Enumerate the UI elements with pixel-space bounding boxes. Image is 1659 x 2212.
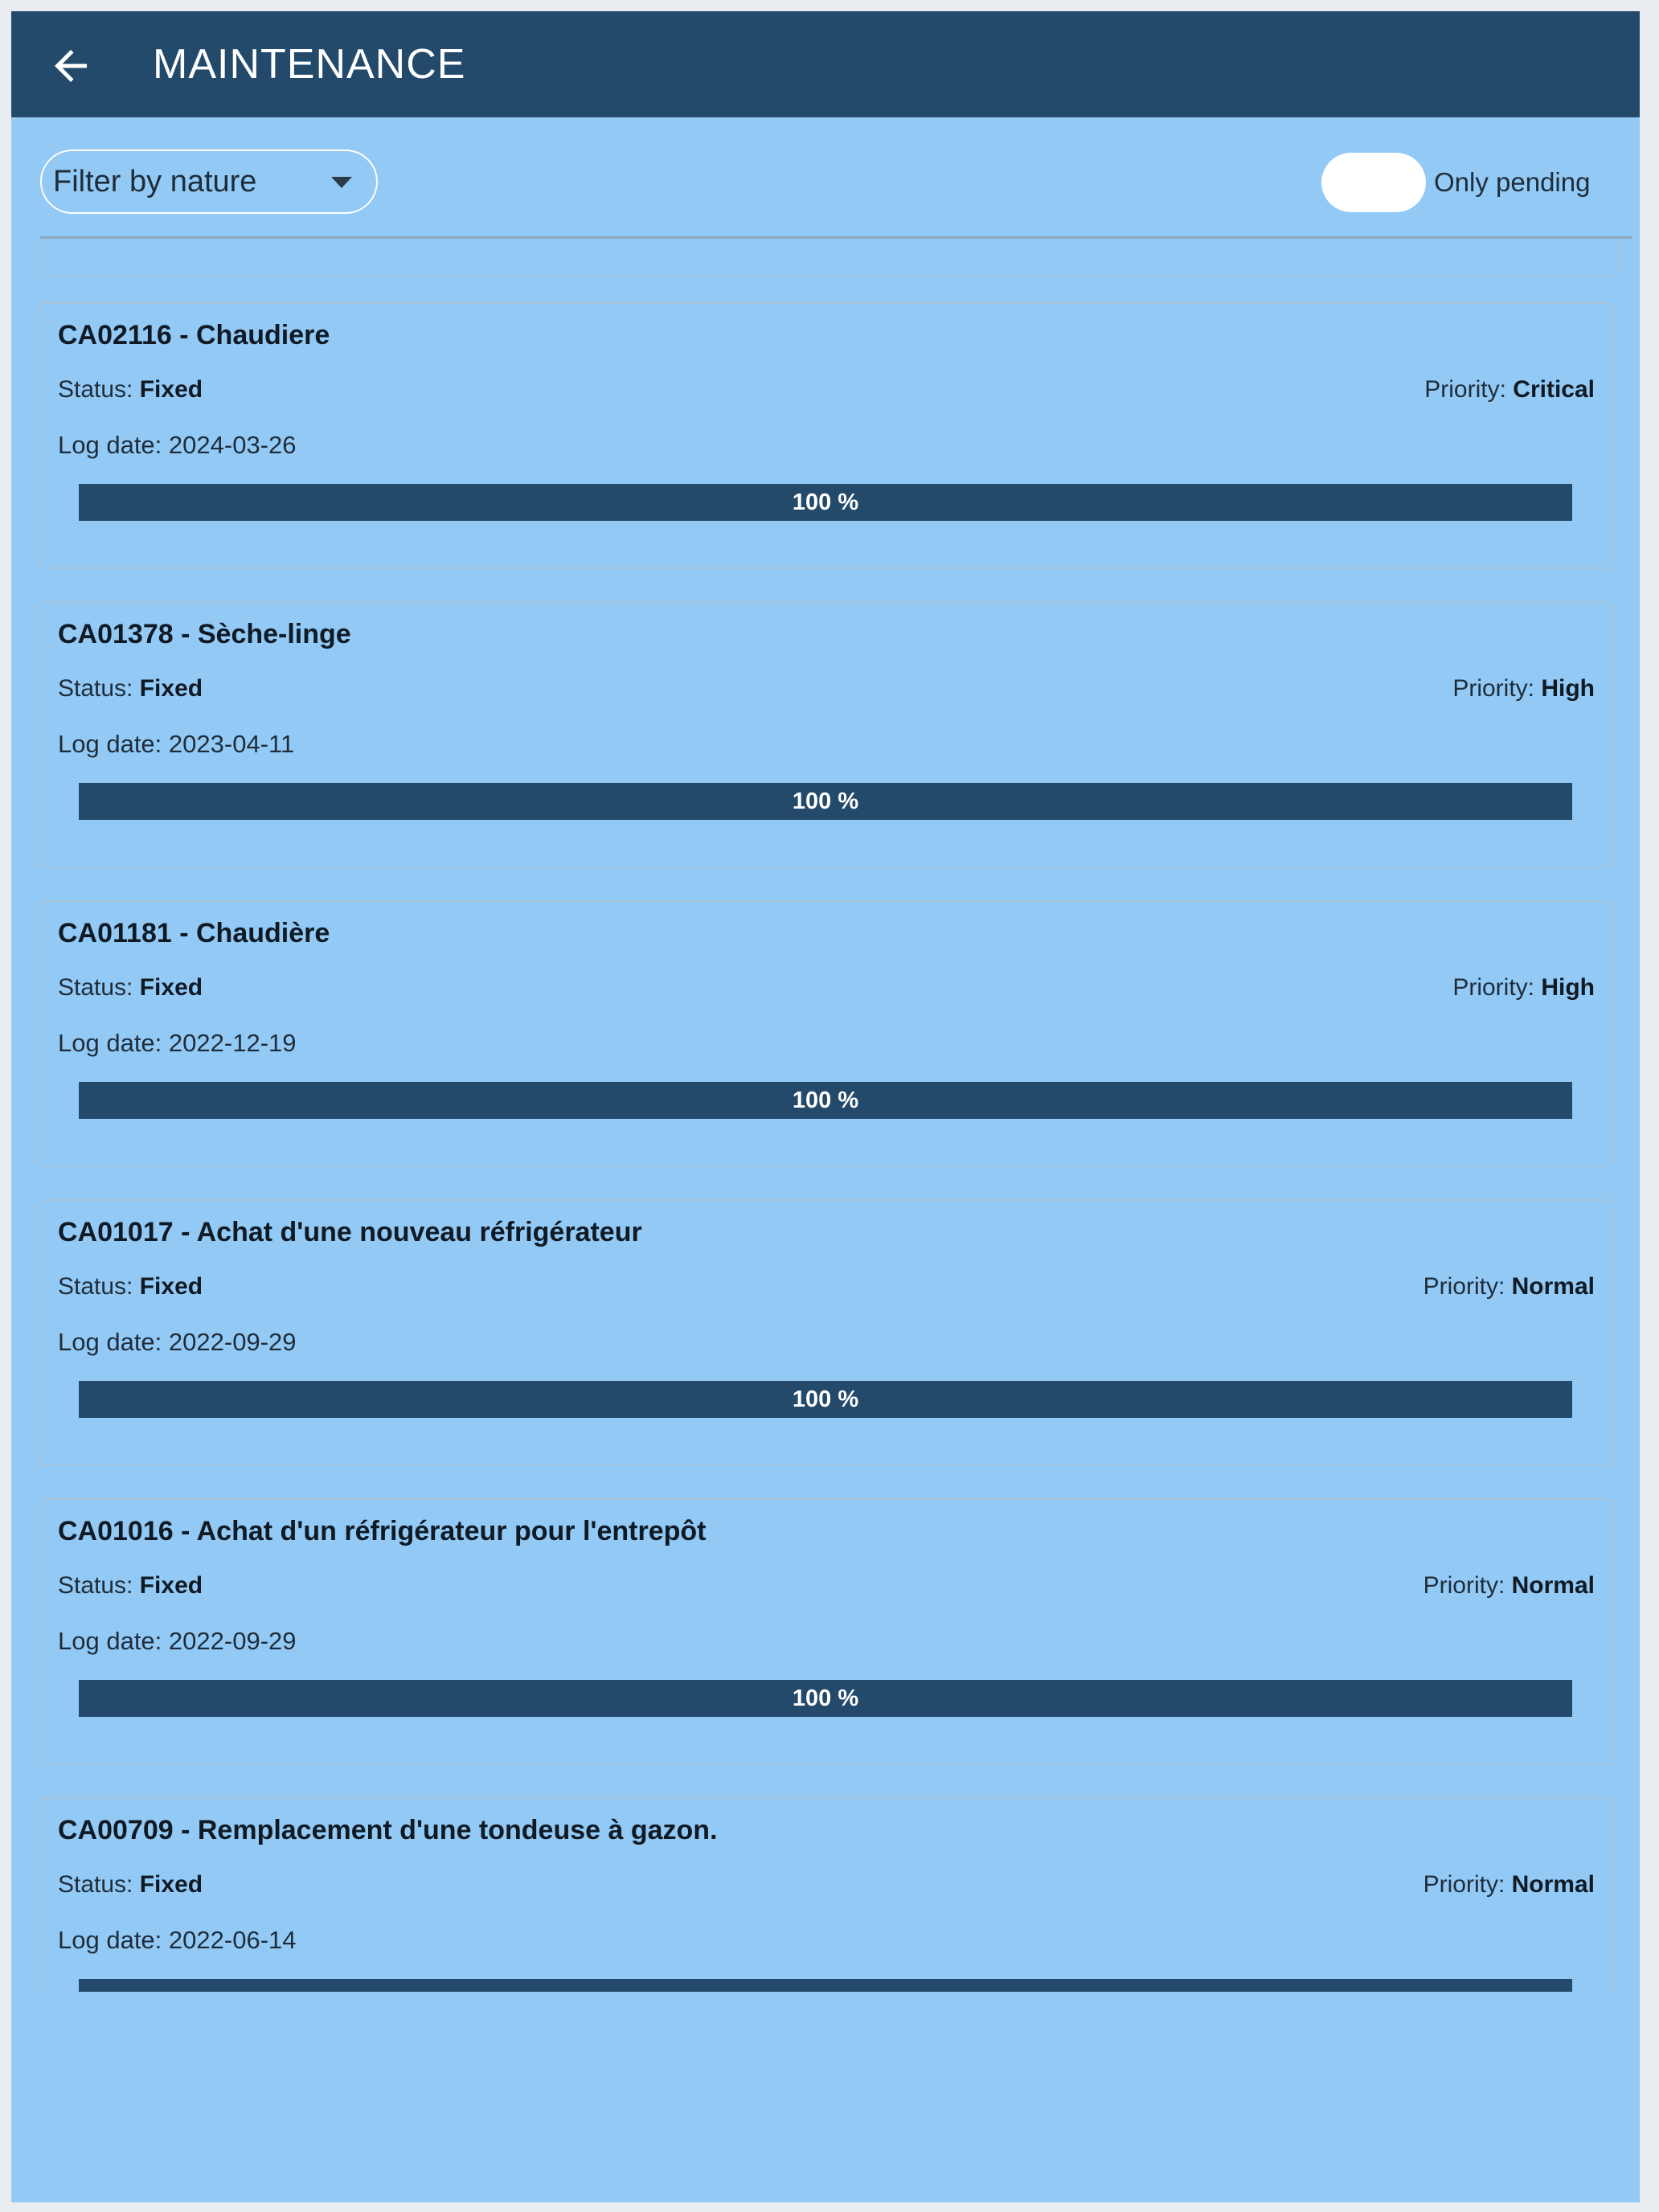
priority-value: Normal — [1511, 1273, 1595, 1300]
filter-by-nature-dropdown[interactable] — [40, 150, 378, 214]
priority-value: Normal — [1511, 1871, 1595, 1898]
priority-field — [1452, 675, 1595, 703]
card-title: CA02116 - Chaudiere — [58, 320, 330, 350]
progress-bar — [79, 1082, 1572, 1119]
status-value: Fixed — [139, 974, 203, 1001]
status-field — [58, 974, 203, 1002]
log-date-field — [58, 1328, 297, 1357]
maintenance-card[interactable] — [37, 601, 1614, 868]
only-pending-toggle[interactable] — [1321, 153, 1426, 212]
log-date-value: 2023-04-11 — [168, 730, 295, 758]
status-field — [58, 675, 203, 703]
progress-bar — [79, 1680, 1572, 1717]
priority-label: Priority: — [1423, 1871, 1505, 1898]
log-date-label: Log date: — [58, 730, 162, 758]
log-date-label: Log date: — [58, 431, 162, 459]
card-title: CA00709 - Remplacement d'une tondeuse à gazon. — [58, 1815, 718, 1845]
only-pending-label: Only pending — [1434, 167, 1591, 197]
priority-label: Priority: — [1452, 675, 1534, 702]
progress-bar — [79, 783, 1572, 820]
priority-label: Priority: — [1424, 376, 1506, 403]
status-value: Fixed — [139, 1572, 203, 1599]
filter-divider — [40, 236, 1632, 239]
status-label: Status: — [58, 675, 133, 702]
maintenance-card[interactable] — [37, 1498, 1614, 1765]
maintenance-card[interactable] — [37, 1199, 1614, 1466]
status-label: Status: — [58, 376, 133, 403]
maintenance-card[interactable] — [37, 900, 1614, 1167]
top-app-bar — [11, 11, 1640, 117]
priority-field — [1424, 376, 1595, 403]
priority-value: High — [1541, 974, 1595, 1001]
priority-field — [1423, 1273, 1595, 1301]
priority-value: Normal — [1511, 1572, 1595, 1599]
priority-value: Critical — [1513, 376, 1595, 403]
log-date-value: 2022-06-14 — [168, 1926, 297, 1954]
progress-bar — [79, 1381, 1572, 1418]
card-title: CA01378 - Sèche-linge — [58, 619, 351, 649]
chevron-down-icon — [331, 177, 352, 188]
status-value: Fixed — [139, 1871, 203, 1898]
maintenance-card[interactable] — [37, 302, 1614, 569]
log-date-value: 2022-09-29 — [168, 1328, 297, 1356]
log-date-value: 2022-12-19 — [168, 1029, 297, 1057]
card-title: CA01016 - Achat d'un réfrigérateur pour l'entrepôt — [58, 1516, 707, 1546]
priority-field — [1452, 974, 1595, 1002]
status-field — [58, 376, 203, 403]
status-label: Status: — [58, 1572, 133, 1599]
log-date-field — [58, 431, 297, 460]
app-frame — [11, 11, 1640, 2202]
page-title: MAINTENANCE — [153, 41, 466, 88]
progress-text: 100 % — [792, 1686, 859, 1711]
priority-field — [1423, 1871, 1595, 1899]
status-value: Fixed — [139, 376, 203, 403]
status-label: Status: — [58, 1871, 133, 1898]
filter-by-nature-label: Filter by nature — [53, 164, 257, 199]
log-date-label: Log date: — [58, 1926, 162, 1954]
log-date-label: Log date: — [58, 1328, 162, 1356]
status-label: Status: — [58, 974, 133, 1001]
card-title: CA01181 - Chaudière — [58, 918, 330, 948]
log-date-field — [58, 1926, 297, 1955]
list-bottom-area — [11, 1992, 1640, 2202]
log-date-label: Log date: — [58, 1627, 162, 1655]
log-date-field — [58, 1627, 297, 1656]
log-date-label: Log date: — [58, 1029, 162, 1057]
priority-value: High — [1541, 675, 1595, 702]
status-field — [58, 1871, 203, 1899]
card-title: CA01017 - Achat d'une nouveau réfrigérateur — [58, 1217, 642, 1247]
status-label: Status: — [58, 1273, 133, 1300]
priority-label: Priority: — [1423, 1273, 1505, 1300]
priority-label: Priority: — [1452, 974, 1534, 1001]
progress-text: 100 % — [792, 490, 859, 515]
back-button[interactable] — [47, 42, 95, 90]
status-value: Fixed — [139, 675, 203, 702]
status-field — [58, 1572, 203, 1600]
arrow-left-icon — [47, 42, 95, 90]
log-date-field — [58, 730, 294, 759]
progress-text: 100 % — [792, 1088, 859, 1113]
log-date-value: 2024-03-26 — [168, 431, 297, 459]
progress-bar — [79, 484, 1572, 521]
previous-card-edge — [37, 241, 1617, 276]
status-field — [58, 1273, 203, 1301]
log-date-field — [58, 1029, 297, 1058]
status-value: Fixed — [139, 1273, 203, 1300]
priority-field — [1423, 1572, 1595, 1600]
progress-text: 100 % — [792, 789, 859, 814]
priority-label: Priority: — [1423, 1572, 1505, 1599]
progress-text: 100 % — [792, 1387, 859, 1412]
log-date-value: 2022-09-29 — [168, 1627, 297, 1655]
